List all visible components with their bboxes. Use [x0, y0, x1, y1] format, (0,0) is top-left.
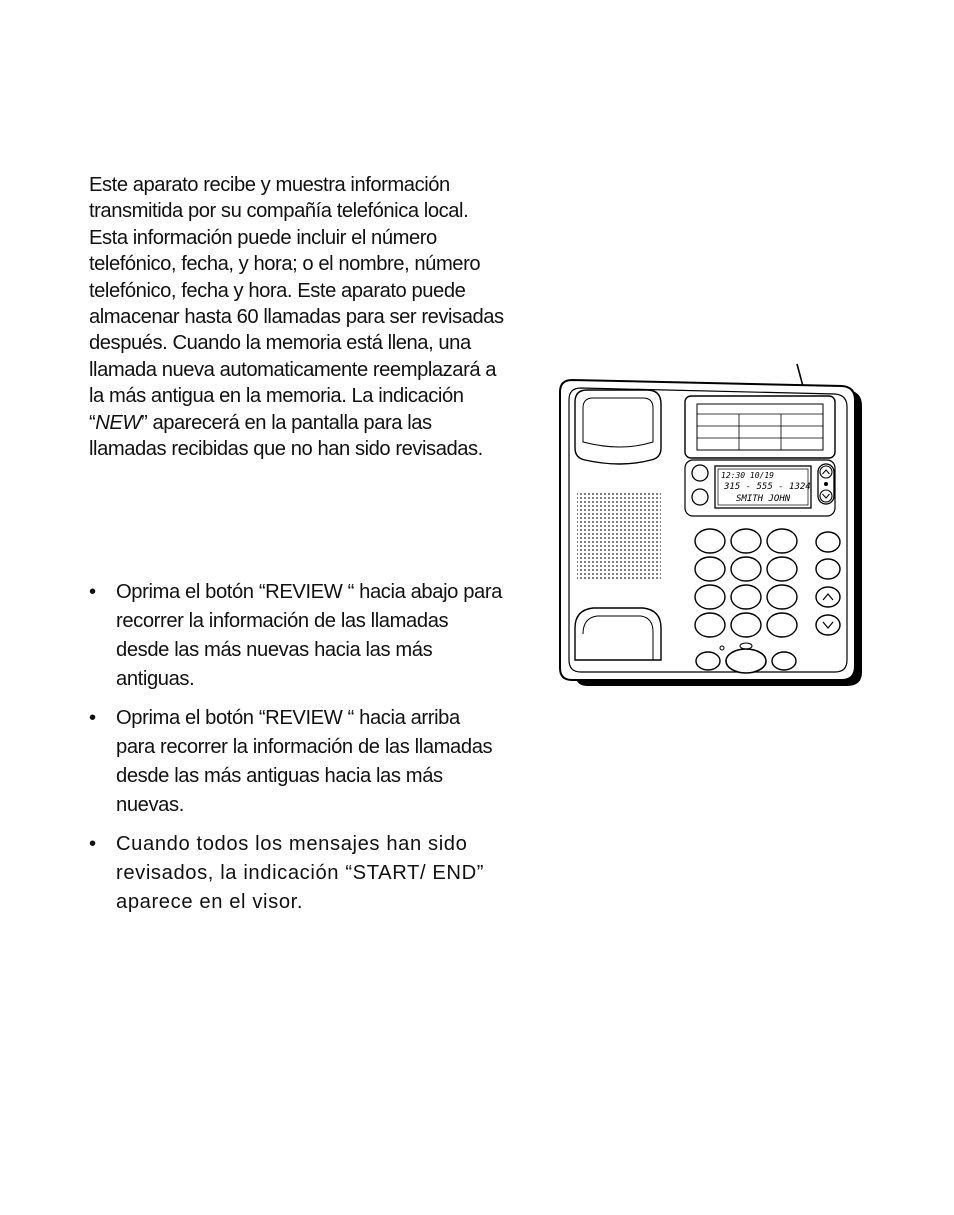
bullet-line: nuevas.	[116, 794, 184, 816]
bullet-line: antiguas.	[116, 668, 195, 690]
bullet-line: para recorrer la información de las llamadas	[116, 736, 493, 758]
bottom-button	[772, 652, 796, 670]
side-button	[816, 532, 840, 552]
bullet-item	[89, 578, 559, 694]
left-button	[692, 465, 708, 481]
intro-line: después. Cuando la memoria está llena, una	[89, 332, 471, 355]
lcd-time-date: 12:30 10/19	[721, 471, 774, 480]
bullet-item	[89, 704, 559, 820]
left-button	[692, 489, 708, 505]
intro-line: transmitida por su compañía telefónica local.	[89, 200, 469, 223]
speaker-grille	[577, 493, 661, 579]
bullet-line: desde las más nuevas hacia las más	[116, 639, 433, 661]
side-button	[816, 615, 840, 635]
bullet-line: recorrer la información de las llamadas	[116, 610, 449, 632]
bottom-button	[696, 652, 720, 670]
bullet-line: Oprima el botón “REVIEW “ hacia arriba	[116, 707, 460, 729]
bullet-line: desde las más antiguas hacia las más	[116, 765, 443, 787]
intro-line: la más antigua en la memoria. La indicación	[89, 385, 464, 408]
bullet-list	[89, 578, 559, 927]
intro-line: llamada nueva automaticamente reemplazará a	[89, 358, 497, 381]
lcd-number: 315 - 555 - 1324	[724, 482, 811, 492]
side-button	[816, 559, 840, 579]
bullet-line: Cuando todos los mensajes han sido	[116, 833, 468, 855]
new-rest: ” aparecerá en la pantalla para las	[141, 411, 432, 434]
intro-paragraph	[89, 172, 559, 462]
intro-line: almacenar hasta 60 llamadas para ser revisadas	[89, 306, 504, 329]
bullet-item	[89, 830, 559, 917]
bottom-button	[726, 649, 766, 673]
new-word: NEW	[95, 411, 142, 434]
lcd-name: SMITH JOHN	[736, 494, 791, 504]
bullet-line: revisados, la indicación “START/ END”	[116, 862, 485, 884]
new-open-quote: “	[89, 411, 96, 434]
bullet-marker: •	[89, 707, 96, 729]
intro-line: Este aparato recibe y muestra información	[89, 174, 450, 196]
intro-line: telefónico, fecha y hora. Este aparato puede	[89, 279, 466, 302]
bullet-line: aparece en el visor.	[116, 891, 304, 913]
side-button	[816, 587, 840, 607]
bullet-marker: •	[89, 833, 97, 855]
bullet-line: Oprima el botón “REVIEW “ hacia abajo para	[116, 581, 503, 603]
intro-line: llamadas recibidas que no han sido revisadas.	[89, 438, 483, 461]
phone-illustration	[555, 360, 865, 690]
intro-line: telefónico, fecha, y hora; o el nombre, número	[89, 253, 481, 276]
intro-line-new	[89, 410, 559, 436]
bullet-marker: •	[89, 581, 96, 603]
handset-top	[575, 390, 661, 464]
intro-line: Esta información puede incluir el número	[89, 226, 437, 249]
